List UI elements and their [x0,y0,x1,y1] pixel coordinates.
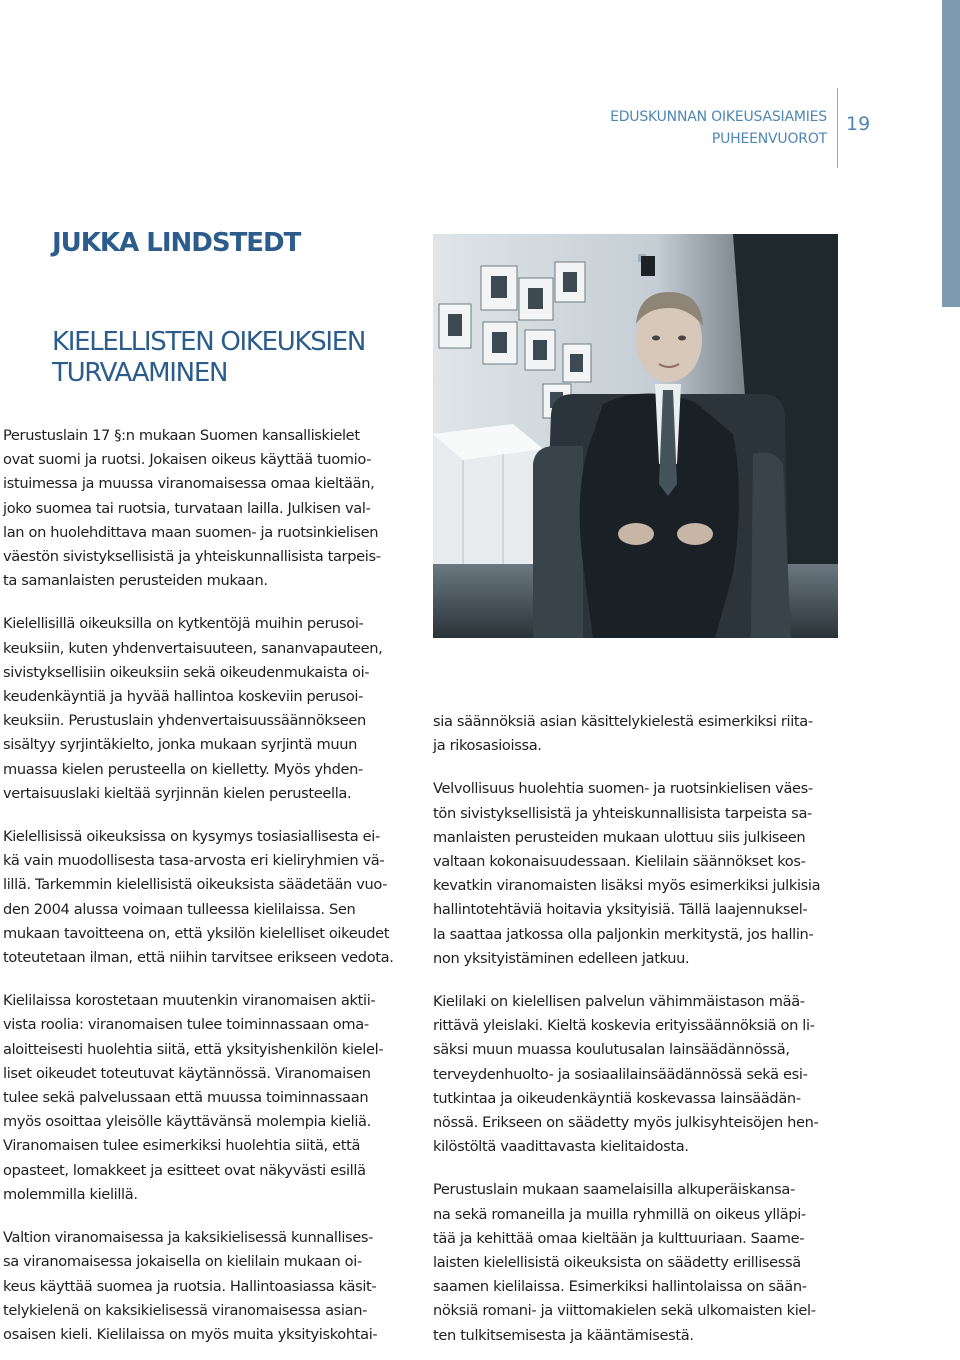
text-line: joko suomea tai ruotsia, turvataan lailla. Julkisen val- [3,499,371,517]
text-line: säksi muun muassa koulutusalan lainsäädännössä, [433,1041,790,1059]
left-column [3,424,410,1347]
text-line: rittävä yleislaki. Kieltä koskevia erityissäännöksiä on li- [433,1017,815,1035]
text-line: sa viranomaisessa jokaisella on kielilain mukaan oi- [3,1253,362,1271]
header-divider [837,88,838,168]
running-header [610,106,827,150]
text-line: Kielellisissä oikeuksissa on kysymys tosiasiallisesta ei- [3,828,380,846]
text-line: tää ja kehittää omaa kieltään ja kulttuuriaan. Saame- [433,1229,805,1247]
text-line: saamen kielilaissa. Esimerkiksi hallintolaissa on sään- [433,1278,807,1296]
paragraph [3,1226,410,1347]
paragraph [433,710,840,758]
text-line: nössä. Erikseen on säädetty myös julkisyhteisöjen hen- [433,1114,819,1132]
text-line: muassa kielen perusteella on kielletty. Myös yhden- [3,760,363,778]
text-line: kevatkin viranomaisten lisäksi myös esimerkiksi julkisia [433,877,821,895]
right-column [433,710,840,1348]
text-line: ta samanlaisten perusteiden mukaan. [3,572,268,590]
paragraph [3,424,410,593]
text-line: osaisen kieli. Kielilaissa on myös muita yksityiskohtai- [3,1325,378,1343]
text-line: vertaisuuslaki kieltää syrjinnän kielen perusteella. [3,784,352,802]
text-line: Kielilaki on kielellisen palvelun vähimmäistason mää- [433,993,805,1011]
text-line: Kielellisillä oikeuksilla on kytkentöjä muihin perusoi- [3,615,364,633]
text-line: telykielenä on kaksikielisessä viranomaisessa asian- [3,1301,368,1319]
text-line: Viranomaisen tulee esimerkiksi huolehtia siitä, että [3,1137,361,1155]
text-line: nöksiä romani- ja viittomakielen sekä ulkomaisten kiel- [433,1302,816,1320]
author-photo [433,234,838,638]
text-line: ja rikosasioissa. [433,737,542,755]
text-line: valtaan kokonaisuudessaan. Kielilain säännökset kos- [433,853,806,871]
text-line: laisten kielellisistä oikeuksista on säädetty erillisessä [433,1254,801,1272]
text-line: lillä. Tarkemmin kielellisistä oikeuksista säädetään vuo- [3,876,388,894]
text-line: na sekä romaneilla ja muilla ryhmillä on oikeus ylläpi- [433,1205,806,1223]
text-line: keus käyttää suomea ja ruotsia. Hallintoasiassa käsit- [3,1277,377,1295]
text-line: keuksiin, kuten yhdenvertaisuuteen, sananvapauteen, [3,639,383,657]
text-line: non yksityistäminen edelleen jatkuu. [433,949,690,967]
text-line: Perustuslain 17 §:n mukaan Suomen kansalliskielet [3,427,360,444]
paragraph [3,989,410,1207]
text-line: istuimessa ja muussa viranomaisessa omaa kieltään, [3,475,375,493]
text-line: väestön sivistyksellisistä ja yhteiskunnallisista tarpeis- [3,548,381,566]
paragraph [433,777,840,971]
header-section: PUHEENVUOROT [711,131,827,147]
text-line: manlaisten perusteiden mukaan ulottuu siis julkiseen [433,828,806,846]
text-line: Valtion viranomaisessa ja kaksikielisessä kunnallises- [3,1229,374,1247]
text-line: den 2004 alussa voimaan tulleessa kielilaissa. Sen [3,900,356,918]
paragraph [3,825,410,970]
text-line: vista roolia: viranomaisen tulee toiminnassaan oma- [3,1016,369,1034]
page-number: 19 [846,113,871,135]
author-name: JUKKA LINDSTEDT [52,228,301,258]
article-title [52,327,365,389]
text-line: keudenkäyntiä ja hyvää hallintoa koskeviin perusoi- [3,688,364,706]
text-line: kä vain muodollisesta tasa-arvosta eri kieliryhmien vä- [3,852,385,870]
edge-tab [942,0,960,307]
title-line-2: TURVAAMINEN [52,358,228,388]
text-line: sisältyy syrjintäkielto, jonka mukaan syrjintä muun [3,736,358,754]
text-line: Perustuslain mukaan saamelaisilla alkuperäiskansa- [433,1181,795,1199]
paragraph [3,612,410,806]
text-line: tutkintaa ja oikeudenkäyntiä koskevassa lainsäädän- [433,1089,801,1107]
text-line: aloitteisesti huolehtia siitä, että yksityishenkilön kielel- [3,1040,384,1058]
paragraph [433,1178,840,1347]
text-line: sivistyksellisiin oikeuksiin sekä oikeudenmukaista oi- [3,663,370,681]
text-line: hallintotehtäviä hoitavia yksityisiä. Tällä laajennuksel- [433,901,808,919]
paragraph [433,990,840,1159]
text-line: lan on huolehdittava maan suomen- ja ruotsinkielisen [3,523,379,541]
text-line: liset oikeudet toteutuvat käytännössä. Viranomaisen [3,1064,371,1082]
header-publication: EDUSKUNNAN OIKEUSASIAMIES [610,109,827,125]
text-line: tulee sekä palvelussaan että muussa toiminnassaan [3,1089,369,1107]
text-line: tön sivistyksellisistä ja yhteiskunnallisista tarpeista sa- [433,804,812,822]
text-line: toteutetaan ilman, että niihin tarvitsee erikseen vedota. [3,949,394,967]
text-line: ovat suomi ja ruotsi. Jokaisen oikeus käyttää tuomio- [3,451,372,469]
text-line: ten tulkitsemisesta ja kääntämisestä. [433,1326,694,1344]
text-line: molemmilla kielillä. [3,1185,138,1203]
text-line: keuksiin. Perustuslain yhdenvertaisuussäännökseen [3,712,366,730]
text-line: opasteet, lomakkeet ja esitteet ovat näkyvästi esillä [3,1161,366,1179]
text-line: myös osoittaa yleisölle käyttävänsä molempia kieliä. [3,1113,371,1131]
text-line: Velvollisuus huolehtia suomen- ja ruotsinkielisen väes- [433,780,813,798]
text-line: la saattaa jatkossa olla paljonkin merkitystä, jos hallin- [433,925,814,943]
text-line: Kielilaissa korostetaan muutenkin viranomaisen aktii- [3,992,376,1010]
text-line: kilöstöltä vaadittavasta kielitaidosta. [433,1138,689,1156]
text-line: terveydenhuolto- ja sosiaalilainsäädännössä sekä esi- [433,1065,808,1083]
text-line: sia säännöksiä asian käsittelykielestä esimerkiksi riita- [433,713,813,730]
text-line: mukaan tavoitteena on, että yksilön kielelliset oikeudet [3,924,390,942]
title-line-1: KIELELLISTEN OIKEUKSIEN [52,327,366,357]
